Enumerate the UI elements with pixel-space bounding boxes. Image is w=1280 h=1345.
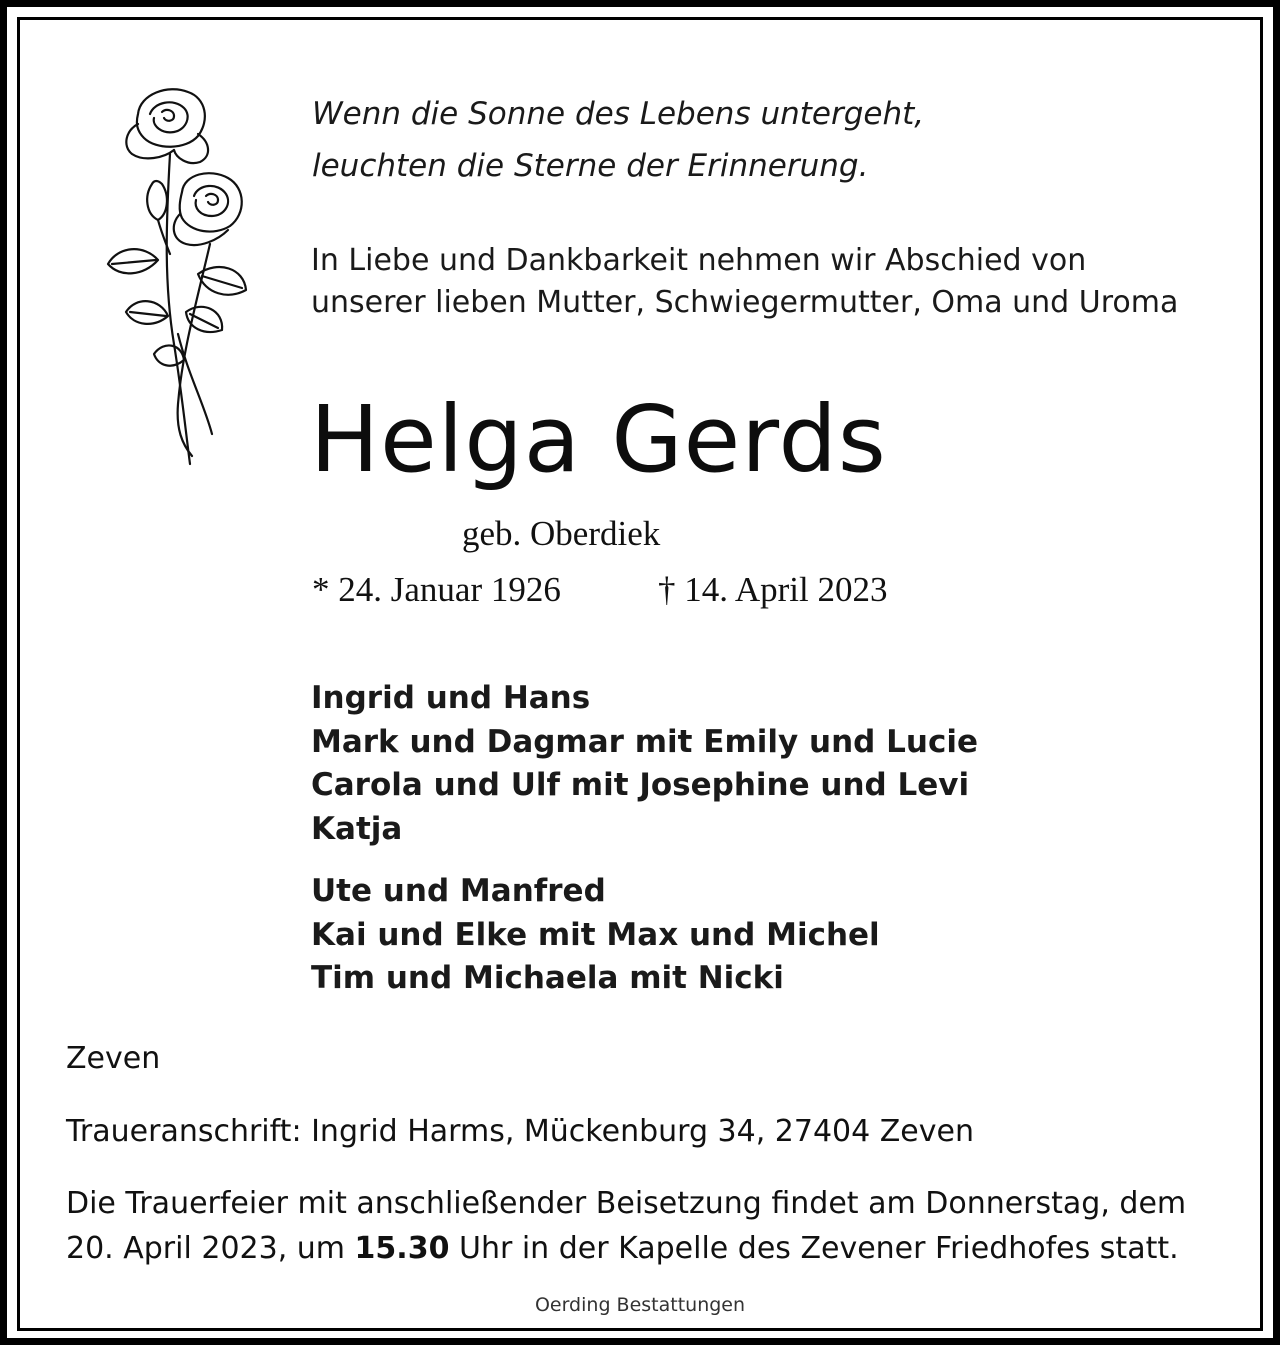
birth-date: * 24. Januar 1926: [312, 570, 561, 609]
service-date: 20. April 2023, um: [66, 1231, 355, 1266]
family-member: Ingrid und Hans: [311, 680, 591, 716]
service-place: Uhr in der Kapelle des Zevener Friedhofes statt.: [449, 1231, 1179, 1266]
mourning-address: Traueranschrift: Ingrid Harms, Mückenburg 34, 27404 Zeven: [66, 1114, 974, 1149]
service-time: 15.30: [354, 1231, 450, 1266]
service-line-2: [66, 1226, 1186, 1271]
family-member: Ute und Manfred: [311, 873, 606, 909]
funeral-home: Oerding Bestattungen: [534, 1294, 746, 1316]
family-member: Mark und Dagmar mit Emily und Lucie: [311, 723, 978, 760]
quote: [312, 88, 924, 192]
service-info: [66, 1181, 1186, 1271]
death-date: † 14. April 2023: [658, 570, 888, 609]
deceased-name: Helga Gerds: [310, 386, 887, 493]
family-member: Carola und Ulf mit Josephine und Levi: [311, 767, 970, 803]
family-group-1: [311, 677, 978, 851]
intro-line: unserer lieben Mutter, Schwiegermutter, Oma und Uroma: [311, 285, 1179, 320]
city: Zeven: [66, 1041, 161, 1076]
family-member: Tim und Michaela mit Nicki: [311, 960, 784, 996]
birth-name: geb. Oberdiek: [462, 514, 661, 553]
family-group-2: [311, 870, 880, 1001]
quote-line: Wenn die Sonne des Lebens untergeht,: [312, 96, 925, 132]
intro-text: [311, 240, 1178, 324]
service-line-1: Die Trauerfeier mit anschließender Beisetzung findet am Donnerstag, dem: [66, 1186, 1187, 1221]
intro-line: In Liebe und Dankbarkeit nehmen wir Abschied von: [311, 243, 1087, 278]
rose-icon: [78, 84, 258, 474]
quote-line: leuchten die Sterne der Erinnerung.: [312, 148, 869, 184]
family-member: Kai und Elke mit Max und Michel: [311, 916, 880, 953]
family-member: Katja: [311, 810, 403, 847]
